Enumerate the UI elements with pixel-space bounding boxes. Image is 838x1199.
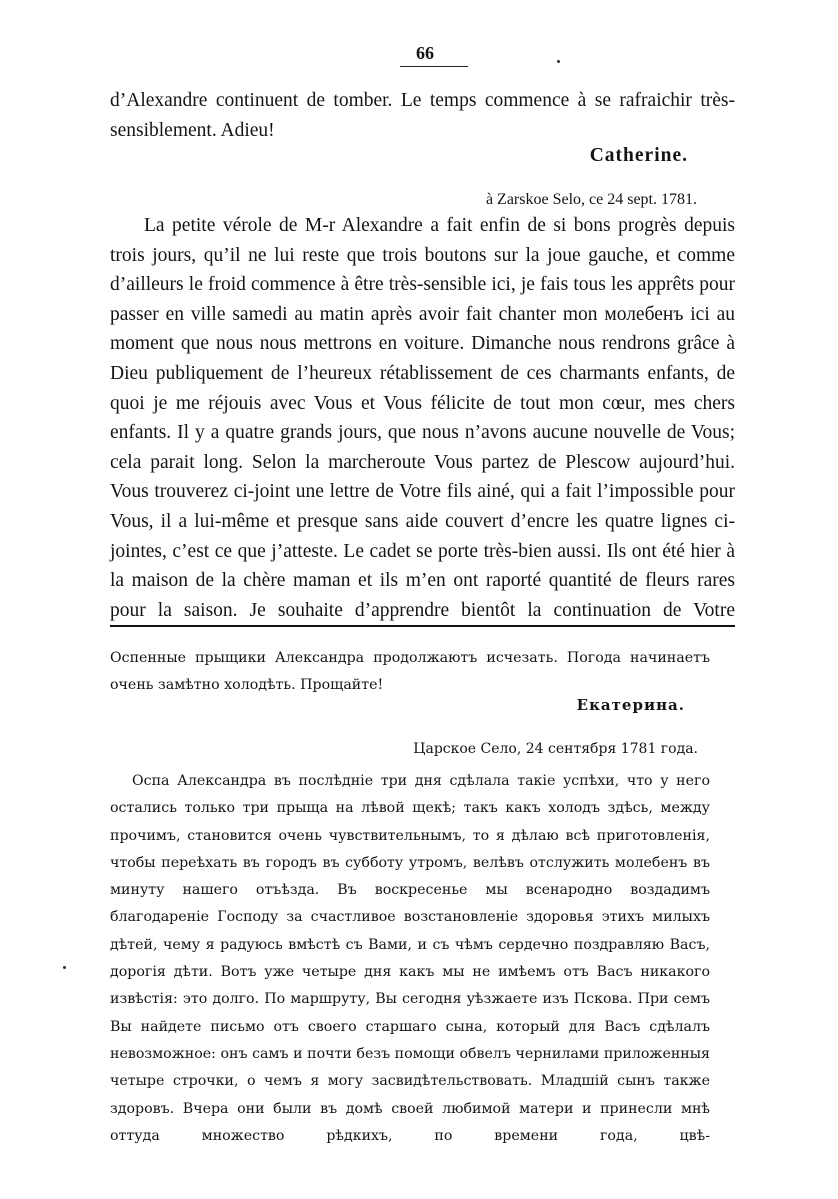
print-speck (557, 60, 560, 63)
russian-continuation-text: Оспенные прыщики Александра продолжаютъ исчезать. Погода начинаетъ очень замѣтно холодѣть. Прощайте! (110, 650, 710, 693)
page-number-underline (400, 66, 468, 67)
french-signature: Catherine. (589, 145, 688, 166)
russian-signature: Екатерина. (576, 696, 685, 714)
russian-date-line: Царское Село, 24 сентября 1781 года. (413, 741, 698, 757)
page-number: 66 (416, 43, 434, 63)
french-date-line: à Zarskoe Selo, ce 24 sept. 1781. (485, 191, 697, 208)
section-divider (110, 625, 735, 627)
print-speck (63, 966, 66, 969)
russian-letter-text: Оспа Александра въ послѣдніе три дня сдѣлала такіе успѣхи, что у него остались только три прыща на лѣвой щекѣ; такъ какъ холодъ здѣсь, между прочимъ, становится очень чувствительнымъ, то я дѣлаю всѣ приготовленія, чтобы переѣхать въ городъ въ субботу утромъ, велѣвъ отслужить молебенъ въ минуту нашего отъѣзда. Въ воскресенье мы всенародно воздадимъ благодареніе Господу за счастливое возстановленіе здоровья этихъ милыхъ дѣтей, чему я радуюсь вмѣстѣ съ Вами, и съ чѣмъ сердечно поздравляю Васъ, дорогія дѣти. Вотъ уже четыре дня какъ мы не имѣемъ отъ Васъ никакого извѣстія: это долго. По маршруту, Вы сегодня уѣзжаете изъ Пскова. При семъ Вы найдете письмо отъ своего старшаго сына, который для Васъ сдѣлалъ невозможное: онъ самъ и почти безъ помощи обвелъ чернилами приложенныя четыре строчки, о чемъ я могу засвидѣтельствовать. Младшій сынъ также здоровъ. Вчера они были въ домѣ своей любимой матери и принесли мнѣ оттуда множество рѣдкихъ, по времени года, цвѣ- (110, 773, 710, 1144)
french-letter-text: La petite vérole de M-r Alexandre a fait enfin de si bons progrès depuis trois jours, qu’il ne lui reste que trois boutons sur la joue gauche, et comme d’ailleurs le froid commence à être très-sensible ici, je fais tous les apprêts pour passer en ville samedi au matin après avoir fait chanter mon молебенъ ici au moment que nous nous mettrons en voiture. Dimanche nous rendrons grâce à Dieu publiquement de l’heureux rétablissement de ces charmants enfants, de quoi je me réjouis avec Vous et Vous félicite de tout mon cœur, mes chers enfants. Il y a quatre grands jours, que nous n’avons aucune nouvelle de Vous; cela parait long. Selon la marcheroute Vous partez de Plescow aujourd’hui. Vous trouverez ci-joint une lettre de Votre fils ainé, qui a fait l’impossible pour Vous, il a lui-même et presque sans aide couvert d’encre les quatre lignes ci-jointes, c’est ce que j’atteste. Le cadet se porte très-bien aussi. Ils ont été hier à la maison de la chère maman et ils m’en ont raporté quantité de fleurs rares pour la saison. Je souhaite d’apprendre bientôt la continuation de Votre (110, 215, 735, 621)
french-continuation-text: d’Alexandre continuent de tomber. Le temps commence à se rafraichir très-sensiblement. Adieu! (110, 90, 735, 141)
